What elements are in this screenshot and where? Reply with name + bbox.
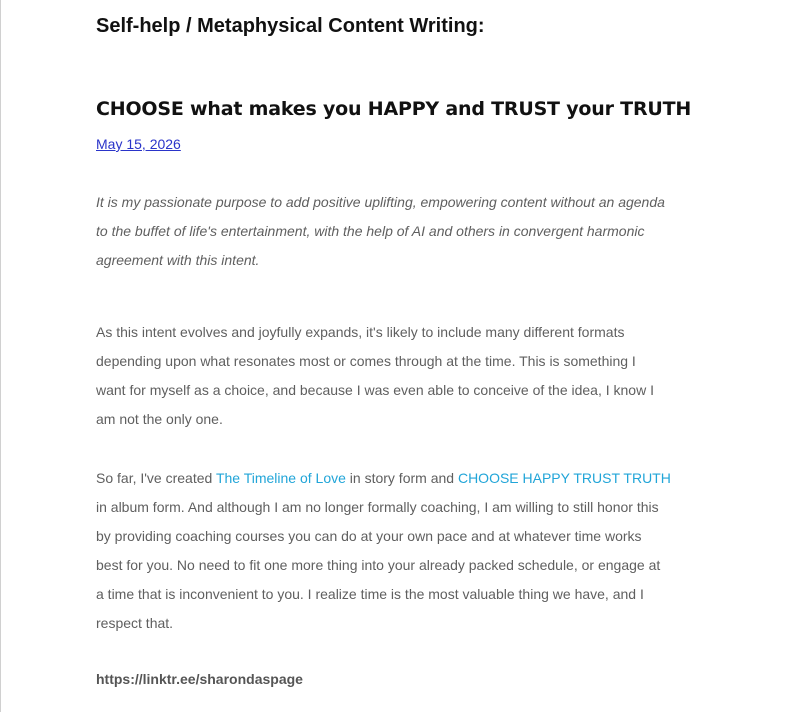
paragraph-line: by providing coaching courses you can do at your own pace and at whatever time works bbox=[96, 528, 642, 544]
page-left-border bbox=[0, 0, 1, 712]
body-paragraph-1 bbox=[96, 318, 708, 434]
body-paragraph-2 bbox=[96, 464, 708, 638]
paragraph-line: depending upon what resonates most or comes through at the time. This is something I bbox=[96, 353, 636, 369]
paragraph-line: best for you. No need to fit one more thing into your already packed schedule, or engage at bbox=[96, 557, 661, 573]
paragraph-line: a time that is inconvenient to you. I realize time is the most valuable thing we have, and I bbox=[96, 586, 644, 602]
intro-line: agreement with this intent. bbox=[96, 252, 260, 268]
post-title[interactable]: CHOOSE what makes you HAPPY and TRUST your TRUTH bbox=[96, 98, 692, 120]
timeline-of-love-link[interactable]: The Timeline of Love bbox=[215, 470, 346, 486]
intro-line: to the buffet of life's entertainment, with the help of AI and others in convergent harmonic bbox=[96, 223, 645, 239]
paragraph-line: As this intent evolves and joyfully expands, it's likely to include many different formats bbox=[96, 324, 625, 340]
section-title: Self-help / Metaphysical Content Writing: bbox=[96, 15, 485, 37]
paragraph-line: want for myself as a choice, and because I was even able to conceive of the idea, I know I bbox=[96, 382, 654, 398]
paragraph-text: So far, I've created bbox=[96, 470, 216, 486]
linktree-profile-link[interactable]: https://linktr.ee/sharondaspage bbox=[96, 671, 303, 687]
post-date-link[interactable]: May 15, 2026 bbox=[96, 136, 181, 152]
intro-paragraph bbox=[96, 188, 708, 275]
paragraph-line: in album form. And although I am no longer formally coaching, I am willing to still honor this bbox=[96, 499, 659, 515]
paragraph-line: respect that. bbox=[96, 615, 174, 631]
paragraph-line: am not the only one. bbox=[96, 411, 223, 427]
choose-happy-trust-truth-link[interactable]: CHOOSE HAPPY TRUST TRUTH bbox=[457, 470, 671, 486]
intro-line: It is my passionate purpose to add positive uplifting, empowering content without an agenda bbox=[96, 194, 665, 210]
paragraph-text: in story form and bbox=[345, 470, 458, 486]
paragraph-line bbox=[96, 464, 708, 493]
